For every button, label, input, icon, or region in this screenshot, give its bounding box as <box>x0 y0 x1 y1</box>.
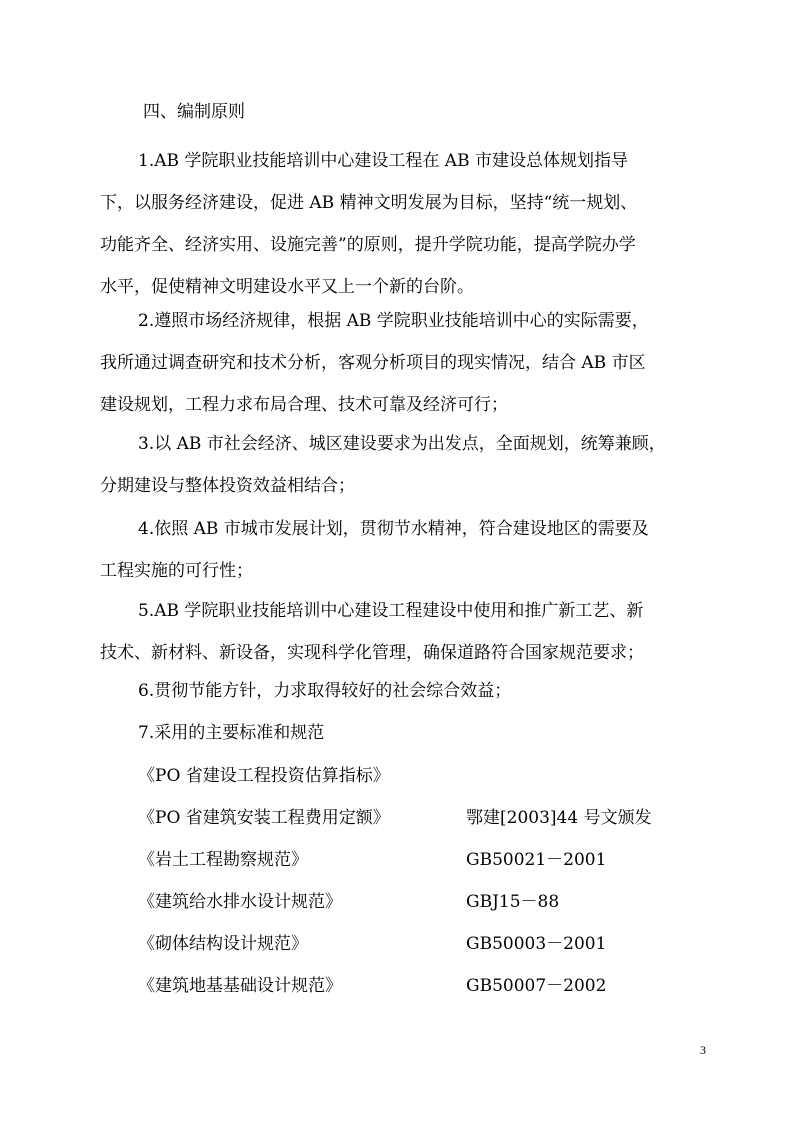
standard-row <box>138 930 698 958</box>
paragraph-line: 建设规划，工程力求布局合理、技术可靠及经济可行； <box>100 395 508 415</box>
paragraph-line: 功能齐全、经济实用、设施完善”的原则，提升学院功能，提高学院办学 <box>100 235 636 255</box>
standard-row <box>138 846 698 874</box>
standard-row <box>138 888 698 916</box>
standard-name: 《PO 省建设工程投资估算指标》 <box>138 766 390 786</box>
principle-paragraph-6 <box>100 670 710 712</box>
standard-row <box>138 804 698 832</box>
paragraph-line: 4.依照 AB 市城市发展计划，贯彻节水精神，符合建设地区的需要及 <box>138 519 649 539</box>
principle-paragraph-5 <box>100 590 710 674</box>
standard-code: GB50007－2002 <box>466 976 607 996</box>
paragraph-line: 5.AB 学院职业技能培训中心建设工程建设中使用和推广新工艺、新 <box>138 601 644 621</box>
page-number: 3 <box>700 1043 706 1057</box>
standard-name: 《PO 省建筑安装工程费用定额》 <box>138 808 390 828</box>
principle-paragraph-4 <box>100 508 710 592</box>
principle-paragraph-7 <box>100 712 710 754</box>
standard-name: 《砌体结构设计规范》 <box>138 934 308 954</box>
principle-paragraph-2 <box>100 300 710 426</box>
section-heading: 四、编制原则 <box>143 102 245 122</box>
paragraph-line: 1.AB 学院职业技能培训中心建设工程在 AB 市建设总体规划指导 <box>138 151 628 171</box>
standard-code: GB50021－2001 <box>466 850 607 870</box>
paragraph-line: 下，以服务经济建设，促进 AB 精神文明发展为目标，坚持“统一规划、 <box>100 193 638 213</box>
standard-name: 《岩土工程勘察规范》 <box>138 850 308 870</box>
standard-code: GBJ15－88 <box>466 892 560 912</box>
paragraph-line: 2.遵照市场经济规律，根据 AB 学院职业技能培训中心的实际需要， <box>138 311 649 331</box>
paragraph-line: 分期建设与整体投资效益相结合； <box>100 476 355 496</box>
paragraph-line: 我所通过调查研究和技术分析，客观分析项目的现实情况，结合 AB 市区 <box>100 353 646 373</box>
standard-row <box>138 762 698 790</box>
standard-name: 《建筑地基基础设计规范》 <box>138 976 342 996</box>
paragraph-line: 工程实施的可行性； <box>100 561 253 581</box>
principle-paragraph-1 <box>100 140 710 308</box>
paragraph-line: 6.贯彻节能方针，力求取得较好的社会综合效益； <box>138 681 512 701</box>
principle-paragraph-3 <box>100 423 710 507</box>
paragraph-line: 水平，促使精神文明建设水平又上一个新的台阶。 <box>100 277 474 297</box>
standard-name: 《建筑给水排水设计规范》 <box>138 892 342 912</box>
standard-code: 鄂建[2003]44 号文颁发 <box>466 808 652 828</box>
paragraph-line: 7.采用的主要标准和规范 <box>138 723 325 743</box>
paragraph-line: 技术、新材料、新设备，实现科学化管理，确保道路符合国家规范要求； <box>100 643 644 663</box>
paragraph-line: 3.以 AB 市社会经济、城区建设要求为出发点，全面规划，统筹兼顾， <box>138 434 666 454</box>
standard-code: GB50003－2001 <box>466 934 607 954</box>
standard-row <box>138 972 698 1000</box>
